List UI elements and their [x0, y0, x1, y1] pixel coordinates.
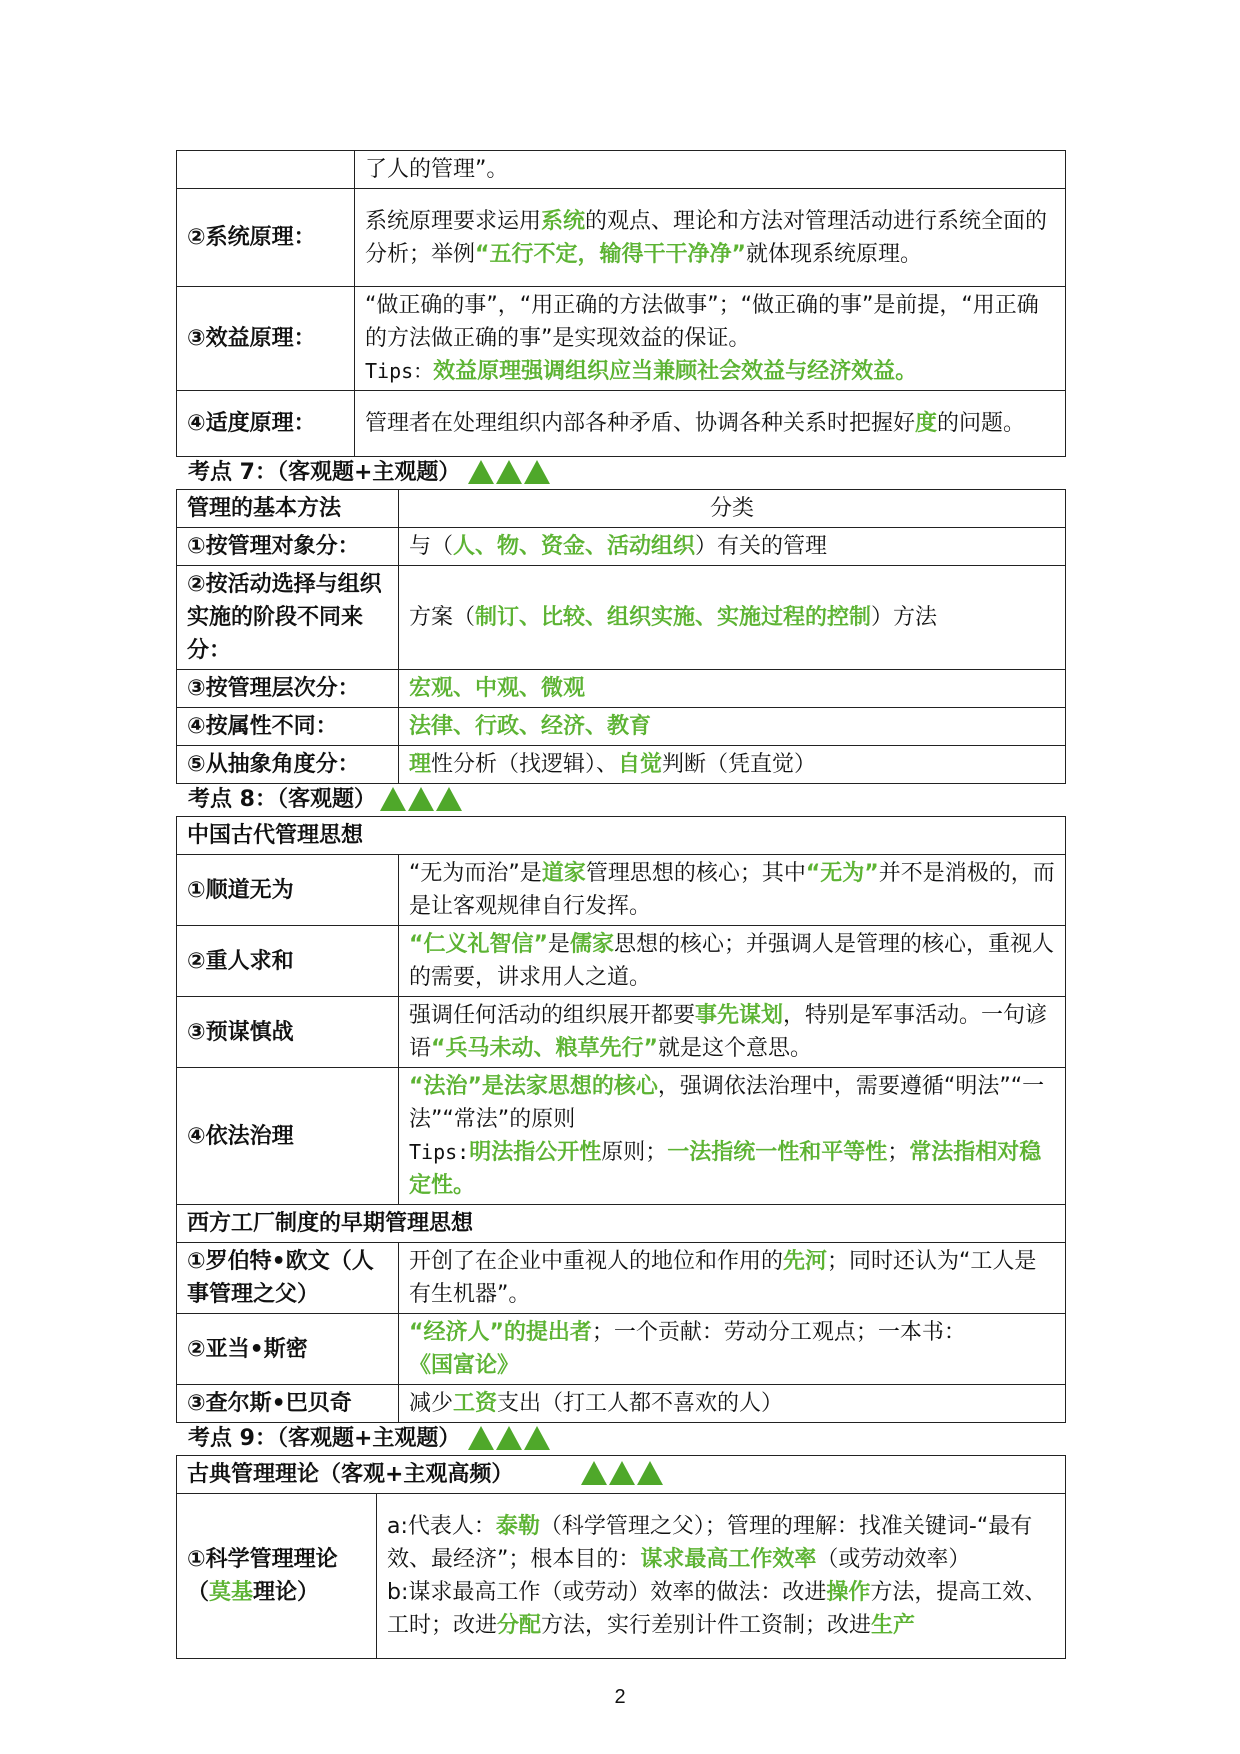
section-header: 中国古代管理思想 — [177, 817, 1066, 855]
triangle-icon — [408, 787, 434, 811]
triangle-icon — [436, 787, 462, 811]
cell-text: 减少工资支出（打工人都不喜欢的人） — [399, 1385, 1066, 1423]
cell-text: “做正确的事”，“用正确的方法做事”；“做正确的事”是前提，“用正确的方法做正确的事”是实现效益的保证。 Tips：效益原理强调组织应当兼顾社会效益与经济效益。 — [355, 287, 1066, 391]
cell-text: 开创了在企业中重视人的地位和作用的先河；同时还认为“工人是有生机器”。 — [399, 1243, 1066, 1314]
table-row — [177, 1243, 1066, 1314]
section-header: 古典管理理论（客观+主观高频） — [177, 1456, 1066, 1494]
table-row — [177, 1068, 1066, 1205]
table-row — [177, 746, 1066, 784]
table-row — [177, 708, 1066, 746]
section-heading-kp8: 考点 8：（客观题） — [176, 784, 1066, 816]
cell-text: 与（人、物、资金、活动组织）有关的管理 — [399, 528, 1066, 566]
row-label: ①罗伯特•欧文（人事管理之父） — [177, 1243, 399, 1314]
row-label: ①按管理对象分： — [177, 528, 399, 566]
triangle-icon — [468, 460, 494, 484]
section-heading-kp7: 考点 7：（客观题+主观题） — [176, 457, 1066, 489]
row-label: ④适度原理： — [177, 391, 355, 457]
table-row — [177, 528, 1066, 566]
cell-text: “经济人”的提出者；一个贡献：劳动分工观点；一本书：《国富论》 — [399, 1314, 1066, 1385]
principles-table — [176, 150, 1066, 457]
section-heading-kp9: 考点 9：（客观题+主观题） — [176, 1423, 1066, 1455]
triangle-icon — [496, 460, 522, 484]
table-row — [177, 391, 1066, 457]
cell-text: 管理者在处理组织内部各种矛盾、协调各种关系时把握好度的问题。 — [355, 391, 1066, 457]
triangle-icon — [496, 1426, 522, 1450]
row-label: ③预谋慎战 — [177, 997, 399, 1068]
table-row — [177, 1385, 1066, 1423]
cell-text: 理性分析（找逻辑）、自觉判断（凭直觉） — [399, 746, 1066, 784]
importance-triangles — [468, 460, 552, 492]
cell-text: a:代表人：泰勒（科学管理之父）；管理的理解：找准关键词-“最有效、最经济”；根本目的：谋求最高工作效率（或劳动效率） b:谋求最高工作（或劳动）效率的做法：改进操作方法，提高工效、工时；改进分配方法，实行差别计件工资制；改进生产 — [377, 1494, 1066, 1659]
importance-triangles — [380, 787, 464, 819]
row-label: ②亚当•斯密 — [177, 1314, 399, 1385]
triangle-icon — [380, 787, 406, 811]
table-row — [177, 855, 1066, 926]
triangle-icon — [637, 1461, 663, 1485]
cell-text: 强调任何活动的组织展开都要事先谋划，特别是军事活动。一句谚语“兵马未动、粮草先行”就是这个意思。 — [399, 997, 1066, 1068]
table-row — [177, 151, 1066, 189]
triangle-icon — [609, 1461, 635, 1485]
row-label: ①科学管理理论（莫基理论） — [177, 1494, 377, 1659]
table-header-row — [177, 817, 1066, 855]
methods-table — [176, 489, 1066, 784]
importance-triangles — [468, 1426, 552, 1458]
row-label: ③效益原理： — [177, 287, 355, 391]
row-label: ③查尔斯•巴贝奇 — [177, 1385, 399, 1423]
table-row — [177, 189, 1066, 287]
classical-theory-table — [176, 1455, 1066, 1659]
table-row — [177, 670, 1066, 708]
column-header: 管理的基本方法 — [177, 490, 399, 528]
cell-text: “无为而治”是道家管理思想的核心；其中“无为”并不是消极的，而是让客观规律自行发挥。 — [399, 855, 1066, 926]
table-row — [177, 997, 1066, 1068]
row-label: ①顺道无为 — [177, 855, 399, 926]
row-label: ⑤从抽象角度分： — [177, 746, 399, 784]
table-row — [177, 1494, 1066, 1659]
triangle-icon — [468, 1426, 494, 1450]
cell-text: 系统原理要求运用系统的观点、理论和方法对管理活动进行系统全面的分析；举例“五行不定，输得干干净净”就体现系统原理。 — [355, 189, 1066, 287]
triangle-icon — [581, 1461, 607, 1485]
table-row — [177, 926, 1066, 997]
triangle-icon — [524, 1426, 550, 1450]
cell-text: 方案（制订、比较、组织实施、实施过程的控制）方法 — [399, 566, 1066, 670]
column-header: 分类 — [399, 490, 1066, 528]
row-label: ②按活动选择与组织实施的阶段不同来分： — [177, 566, 399, 670]
triangle-icon — [524, 460, 550, 484]
section-header: 西方工厂制度的早期管理思想 — [177, 1205, 1066, 1243]
table-row — [177, 566, 1066, 670]
row-label: ④依法治理 — [177, 1068, 399, 1205]
table-header-row — [177, 1205, 1066, 1243]
row-label: ④按属性不同： — [177, 708, 399, 746]
row-label: ②重人求和 — [177, 926, 399, 997]
importance-triangles — [581, 1460, 665, 1493]
management-thought-table — [176, 816, 1066, 1423]
table-row — [177, 1314, 1066, 1385]
table-header-row — [177, 1456, 1066, 1494]
table-header-row — [177, 490, 1066, 528]
cell-text: “仁义礼智信”是儒家思想的核心；并强调人是管理的核心，重视人的需要，讲求用人之道。 — [399, 926, 1066, 997]
page-number: 2 — [614, 1686, 626, 1708]
document-page — [176, 150, 1066, 1659]
cell-text: 了人的管理”。 — [355, 151, 1066, 189]
cell-text: 宏观、中观、微观 — [399, 670, 1066, 708]
cell-text: “法治”是法家思想的核心，强调依法治理中，需要遵循“明法”“一法”“常法”的原则 Tips:明法指公开性原则；一法指统一性和平等性；常法指相对稳定性。 — [399, 1068, 1066, 1205]
row-label: ②系统原理： — [177, 189, 355, 287]
cell-text: 法律、行政、经济、教育 — [399, 708, 1066, 746]
table-row — [177, 287, 1066, 391]
row-label: ③按管理层次分： — [177, 670, 399, 708]
